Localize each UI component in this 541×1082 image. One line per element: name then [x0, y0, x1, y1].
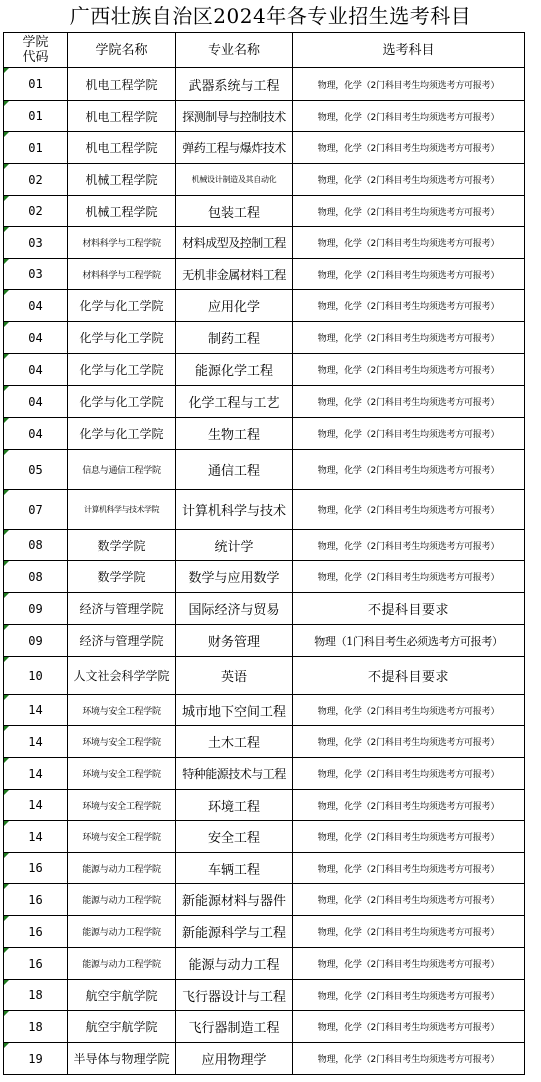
- subjects-cell: 物理，化学（2门科目考生均须选考方可报考）: [293, 259, 525, 290]
- school-name-cell: 计算机科学与技术学院: [68, 490, 176, 530]
- school-name-cell: 航空宇航学院: [68, 980, 176, 1011]
- column-header-code-line2: 代码: [22, 50, 49, 65]
- school-code-cell: 18: [4, 1011, 68, 1043]
- school-code-cell: 01: [4, 101, 68, 132]
- school-name-cell: 化学与化工学院: [68, 386, 176, 418]
- subjects-cell: 物理，化学（2门科目考生均须选考方可报考）: [293, 490, 525, 530]
- subjects-cell: 物理，化学（2门科目考生均须选考方可报考）: [293, 695, 525, 726]
- school-code-cell: 05: [4, 450, 68, 490]
- school-name-cell: 环境与安全工程学院: [68, 821, 176, 853]
- subjects-cell: 物理，化学（2门科目考生均须选考方可报考）: [293, 530, 525, 561]
- school-name-cell: 能源与动力工程学院: [68, 916, 176, 948]
- school-code-cell: 18: [4, 980, 68, 1011]
- school-name-cell: 航空宇航学院: [68, 1011, 176, 1043]
- school-code-cell: 14: [4, 695, 68, 726]
- subjects-cell: 物理，化学（2门科目考生均须选考方可报考）: [293, 68, 525, 101]
- school-code-cell: 16: [4, 916, 68, 948]
- school-code-cell: 01: [4, 68, 68, 101]
- major-name-cell: 城市地下空间工程: [176, 695, 293, 726]
- school-code-cell: 09: [4, 593, 68, 625]
- school-name-cell: 化学与化工学院: [68, 322, 176, 354]
- school-code-cell: 01: [4, 132, 68, 164]
- school-code-cell: 04: [4, 290, 68, 322]
- table-row: [4, 916, 525, 948]
- page-title: 广西壮族自治区2024年各专业招生选考科目: [69, 4, 472, 28]
- school-code-cell: 07: [4, 490, 68, 530]
- school-name-cell: 环境与安全工程学院: [68, 695, 176, 726]
- school-name-cell: 机械工程学院: [68, 196, 176, 227]
- major-name-cell: 生物工程: [176, 418, 293, 450]
- table-row: [4, 101, 525, 132]
- subjects-table: [3, 32, 525, 1075]
- table-row: [4, 790, 525, 821]
- major-name-cell: 土木工程: [176, 726, 293, 758]
- subjects-cell: 物理，化学（2门科目考生均须选考方可报考）: [293, 790, 525, 821]
- table-row: [4, 758, 525, 790]
- subjects-cell: 物理，化学（2门科目考生均须选考方可报考）: [293, 916, 525, 948]
- table-row: [4, 227, 525, 259]
- subjects-cell: 物理，化学（2门科目考生均须选考方可报考）: [293, 290, 525, 322]
- table-row: [4, 132, 525, 164]
- major-name-cell: 财务管理: [176, 625, 293, 657]
- subjects-cell: 物理，化学（2门科目考生均须选考方可报考）: [293, 561, 525, 593]
- school-code-cell: 16: [4, 853, 68, 884]
- table-row: [4, 1011, 525, 1043]
- major-name-cell: 应用物理学: [176, 1043, 293, 1075]
- table-row: [4, 695, 525, 726]
- table-row: [4, 196, 525, 227]
- major-name-cell: 国际经济与贸易: [176, 593, 293, 625]
- table-row: [4, 530, 525, 561]
- major-name-cell: 安全工程: [176, 821, 293, 853]
- school-name-cell: 能源与动力工程学院: [68, 853, 176, 884]
- table-row: [4, 1043, 525, 1075]
- school-name-cell: 能源与动力工程学院: [68, 948, 176, 980]
- column-header-major: 专业名称: [176, 33, 293, 68]
- table-row: [4, 164, 525, 196]
- school-name-cell: 人文社会科学学院: [68, 657, 176, 695]
- school-code-cell: 04: [4, 418, 68, 450]
- table-row: [4, 386, 525, 418]
- table-row: [4, 418, 525, 450]
- major-name-cell: 应用化学: [176, 290, 293, 322]
- table-row: [4, 354, 525, 386]
- table-row: [4, 980, 525, 1011]
- school-code-cell: 04: [4, 322, 68, 354]
- school-name-cell: 能源与动力工程学院: [68, 884, 176, 916]
- table-row: [4, 726, 525, 758]
- major-name-cell: 计算机科学与技术: [176, 490, 293, 530]
- header-row: [4, 33, 525, 68]
- subjects-cell: 物理，化学（2门科目考生均须选考方可报考）: [293, 853, 525, 884]
- major-name-cell: 飞行器制造工程: [176, 1011, 293, 1043]
- school-name-cell: 信息与通信工程学院: [68, 450, 176, 490]
- major-name-cell: 材料成型及控制工程: [176, 227, 293, 259]
- school-code-cell: 09: [4, 625, 68, 657]
- school-code-cell: 19: [4, 1043, 68, 1075]
- school-code-cell: 08: [4, 561, 68, 593]
- school-code-cell: 08: [4, 530, 68, 561]
- table-row: [4, 657, 525, 695]
- major-name-cell: 制药工程: [176, 322, 293, 354]
- school-name-cell: 经济与管理学院: [68, 625, 176, 657]
- subjects-cell: 物理，化学（2门科目考生均须选考方可报考）: [293, 884, 525, 916]
- school-code-cell: 16: [4, 884, 68, 916]
- table-row: [4, 853, 525, 884]
- table-row: [4, 322, 525, 354]
- school-name-cell: 化学与化工学院: [68, 290, 176, 322]
- subjects-cell: 物理，化学（2门科目考生均须选考方可报考）: [293, 354, 525, 386]
- major-name-cell: 统计学: [176, 530, 293, 561]
- school-code-cell: 14: [4, 790, 68, 821]
- school-code-cell: 02: [4, 196, 68, 227]
- major-name-cell: 新能源材料与器件: [176, 884, 293, 916]
- school-code-cell: 03: [4, 227, 68, 259]
- major-name-cell: 能源与动力工程: [176, 948, 293, 980]
- table-row: [4, 593, 525, 625]
- subjects-cell: 物理，化学（2门科目考生均须选考方可报考）: [293, 980, 525, 1011]
- major-name-cell: 新能源科学与工程: [176, 916, 293, 948]
- school-code-cell: 14: [4, 726, 68, 758]
- school-code-cell: 16: [4, 948, 68, 980]
- major-name-cell: 弹药工程与爆炸技术: [176, 132, 293, 164]
- subjects-cell: 物理，化学（2门科目考生均须选考方可报考）: [293, 1043, 525, 1075]
- school-name-cell: 机电工程学院: [68, 101, 176, 132]
- major-name-cell: 特种能源技术与工程: [176, 758, 293, 790]
- table-row: [4, 290, 525, 322]
- major-name-cell: 包装工程: [176, 196, 293, 227]
- school-name-cell: 机电工程学院: [68, 132, 176, 164]
- subjects-cell: 不提科目要求: [293, 593, 525, 625]
- major-name-cell: 机械设计制造及其自动化: [176, 164, 293, 196]
- subjects-cell: 物理，化学（2门科目考生均须选考方可报考）: [293, 322, 525, 354]
- subjects-cell: 物理，化学（2门科目考生均须选考方可报考）: [293, 758, 525, 790]
- school-name-cell: 化学与化工学院: [68, 418, 176, 450]
- table-row: [4, 884, 525, 916]
- table-row: [4, 948, 525, 980]
- table-row: [4, 625, 525, 657]
- school-name-cell: 环境与安全工程学院: [68, 758, 176, 790]
- major-name-cell: 飞行器设计与工程: [176, 980, 293, 1011]
- subjects-cell: 不提科目要求: [293, 657, 525, 695]
- school-name-cell: 材料科学与工程学院: [68, 227, 176, 259]
- major-name-cell: 通信工程: [176, 450, 293, 490]
- school-code-cell: 14: [4, 821, 68, 853]
- table-row: [4, 561, 525, 593]
- school-name-cell: 环境与安全工程学院: [68, 790, 176, 821]
- column-header-school: 学院名称: [68, 33, 176, 68]
- major-name-cell: 无机非金属材料工程: [176, 259, 293, 290]
- subjects-cell: 物理，化学（2门科目考生均须选考方可报考）: [293, 386, 525, 418]
- table-row: [4, 68, 525, 101]
- subjects-cell: 物理，化学（2门科目考生均须选考方可报考）: [293, 1011, 525, 1043]
- table-row: [4, 450, 525, 490]
- school-code-cell: 10: [4, 657, 68, 695]
- subjects-cell: 物理（1门科目考生必须选考方可报考）: [293, 625, 525, 657]
- subjects-cell: 物理，化学（2门科目考生均须选考方可报考）: [293, 196, 525, 227]
- major-name-cell: 化学工程与工艺: [176, 386, 293, 418]
- school-name-cell: 半导体与物理学院: [68, 1043, 176, 1075]
- subjects-cell: 物理，化学（2门科目考生均须选考方可报考）: [293, 726, 525, 758]
- major-name-cell: 车辆工程: [176, 853, 293, 884]
- table-row: [4, 259, 525, 290]
- school-name-cell: 机电工程学院: [68, 68, 176, 101]
- column-header-code: [4, 33, 68, 68]
- column-header-code-line1: 学院: [22, 35, 49, 50]
- subjects-cell: 物理，化学（2门科目考生均须选考方可报考）: [293, 418, 525, 450]
- major-name-cell: 数学与应用数学: [176, 561, 293, 593]
- major-name-cell: 能源化学工程: [176, 354, 293, 386]
- school-name-cell: 材料科学与工程学院: [68, 259, 176, 290]
- column-header-subjects: 选考科目: [293, 33, 525, 68]
- school-code-cell: 14: [4, 758, 68, 790]
- major-name-cell: 环境工程: [176, 790, 293, 821]
- school-name-cell: 环境与安全工程学院: [68, 726, 176, 758]
- table-row: [4, 490, 525, 530]
- school-code-cell: 03: [4, 259, 68, 290]
- subjects-cell: 物理，化学（2门科目考生均须选考方可报考）: [293, 164, 525, 196]
- table-row: [4, 821, 525, 853]
- major-name-cell: 英语: [176, 657, 293, 695]
- subjects-cell: 物理，化学（2门科目考生均须选考方可报考）: [293, 227, 525, 259]
- subjects-cell: 物理，化学（2门科目考生均须选考方可报考）: [293, 132, 525, 164]
- school-code-cell: 02: [4, 164, 68, 196]
- major-name-cell: 探测制导与控制技术: [176, 101, 293, 132]
- table-body: [4, 68, 525, 1075]
- school-name-cell: 数学学院: [68, 530, 176, 561]
- school-name-cell: 化学与化工学院: [68, 354, 176, 386]
- subjects-cell: 物理，化学（2门科目考生均须选考方可报考）: [293, 948, 525, 980]
- subjects-cell: 物理，化学（2门科目考生均须选考方可报考）: [293, 821, 525, 853]
- school-name-cell: 机械工程学院: [68, 164, 176, 196]
- subjects-cell: 物理，化学（2门科目考生均须选考方可报考）: [293, 101, 525, 132]
- school-code-cell: 04: [4, 354, 68, 386]
- subjects-cell: 物理，化学（2门科目考生均须选考方可报考）: [293, 450, 525, 490]
- school-name-cell: 数学学院: [68, 561, 176, 593]
- school-code-cell: 04: [4, 386, 68, 418]
- school-name-cell: 经济与管理学院: [68, 593, 176, 625]
- major-name-cell: 武器系统与工程: [176, 68, 293, 101]
